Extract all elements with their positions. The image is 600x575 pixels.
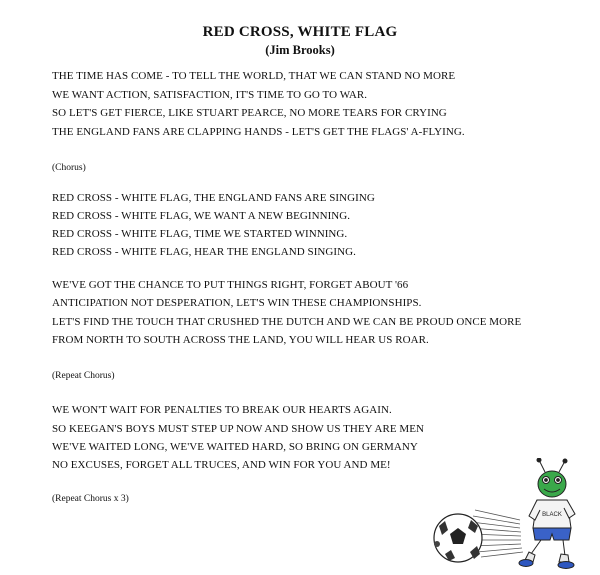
chorus-label: (Chorus) [52, 163, 86, 173]
verse3-line-1: WE WON'T WAIT FOR PENALTIES TO BREAK OUR HEARTS AGAIN. [52, 404, 392, 416]
chorus-line-2: RED CROSS - WHITE FLAG, WE WANT A NEW BEGINNING. [52, 210, 351, 222]
verse2-line-4: FROM NORTH TO SOUTH ACROSS THE LAND, YOU WILL HEAR US ROAR. [52, 334, 429, 346]
verse1-line-3: SO LET'S GET FIERCE, LIKE STUART PEARCE, NO MORE TEARS FOR CRYING [52, 107, 447, 119]
repeat-chorus-label: (Repeat Chorus) [52, 371, 115, 381]
chorus-line-3: RED CROSS - WHITE FLAG, TIME WE STARTED WINNING. [52, 228, 348, 240]
chorus-line-1: RED CROSS - WHITE FLAG, THE ENGLAND FANS ARE SINGING [52, 192, 375, 204]
shirt-text: BLACK [542, 512, 562, 518]
verse3-line-2: SO KEEGAN'S BOYS MUST STEP UP NOW AND SHOW US THEY ARE MEN [52, 423, 425, 435]
verse1-line-1: THE TIME HAS COME - TO TELL THE WORLD, THAT WE CAN STAND NO MORE [52, 70, 456, 82]
football-mascot-icon [425, 458, 600, 575]
repeat-chorus-x3-label: (Repeat Chorus x 3) [52, 494, 129, 504]
song-title: RED CROSS, WHITE FLAG [202, 24, 398, 40]
verse2-line-1: WE'VE GOT THE CHANCE TO PUT THINGS RIGHT, FORGET ABOUT '66 [52, 279, 409, 291]
verse2-line-3: LET'S FIND THE TOUCH THAT CRUSHED THE DUTCH AND WE CAN BE PROUD ONCE MORE [52, 316, 522, 328]
verse1-line-2: WE WANT ACTION, SATISFACTION, IT'S TIME TO GO TO WAR. [52, 89, 368, 101]
verse3-line-3: WE'VE WAITED LONG, WE'VE WAITED HARD, SO BRING ON GERMANY [52, 441, 418, 453]
mascot-figure [519, 458, 575, 569]
song-author: (Jim Brooks) [265, 43, 335, 57]
verse2-line-2: ANTICIPATION NOT DESPERATION, LET'S WIN THESE CHAMPIONSHIPS. [52, 297, 422, 309]
verse3-line-4: NO EXCUSES, FORGET ALL TRUCES, AND WIN FOR YOU AND ME! [52, 459, 391, 471]
verse1-line-4: THE ENGLAND FANS ARE CLAPPING HANDS - LET'S GET THE FLAGS' A-FLYING. [52, 126, 465, 138]
chorus-line-4: RED CROSS - WHITE FLAG, HEAR THE ENGLAND SINGING. [52, 246, 356, 258]
football-icon [434, 514, 482, 562]
